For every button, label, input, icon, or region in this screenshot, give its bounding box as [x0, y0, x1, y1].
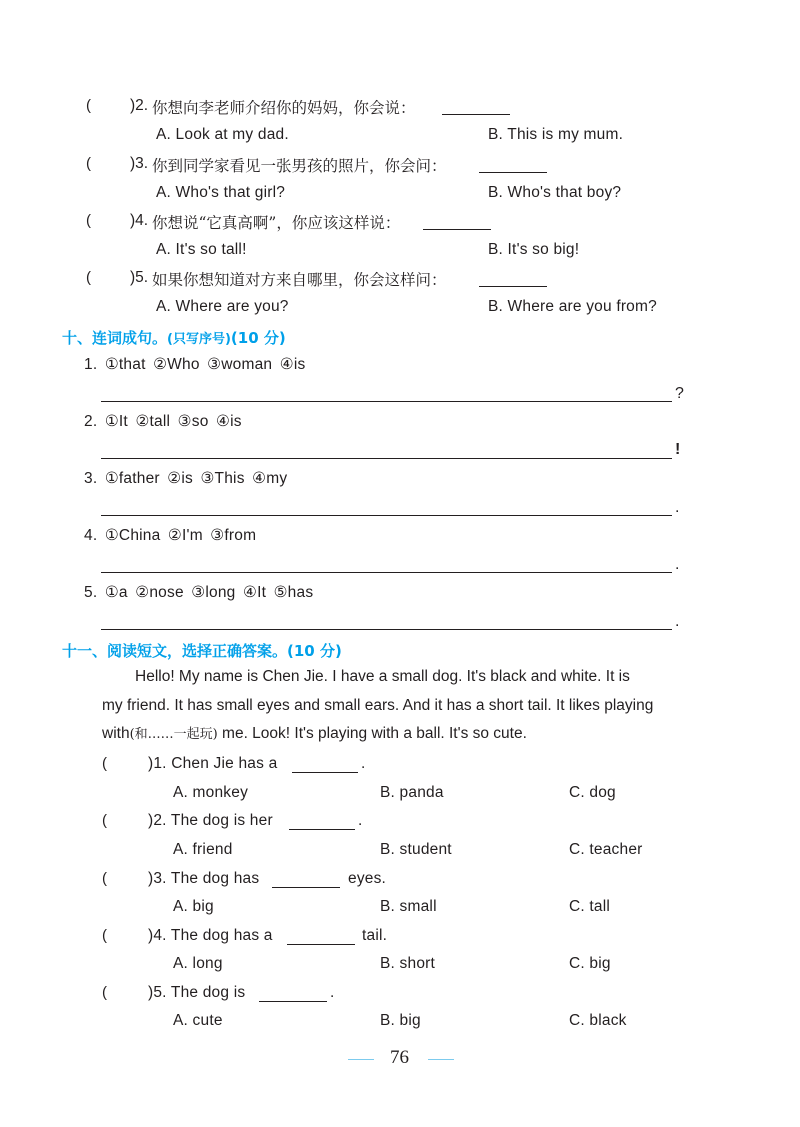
page-number-rule-left [348, 1059, 374, 1060]
end-punctuation: ! [675, 441, 681, 458]
answer-paren[interactable]: ( [86, 155, 91, 172]
answer-paren[interactable]: ( [102, 984, 107, 1001]
question-prompt: 你到同学家看见一张男孩的照片，你会问： [152, 157, 447, 175]
option-b: B. Where are you from? [488, 298, 657, 315]
option-a: A. Who's that girl? [156, 184, 286, 201]
question-number: )4. [130, 212, 149, 229]
option-b: B. Who's that boy? [488, 184, 622, 201]
option-a: A. cute [173, 1012, 223, 1029]
answer-line[interactable] [101, 458, 672, 459]
option-c: C. teacher [569, 841, 643, 858]
section-score: (10 分) [230, 329, 286, 347]
question-prompt: 如果你想知道对方来自哪里，你会这样问： [152, 271, 447, 289]
option-c: C. black [569, 1012, 627, 1029]
option-b: B. big [380, 1012, 421, 1029]
passage-text: me. Look! It's playing with a ball. It's so cute. [217, 725, 527, 742]
answer-blank[interactable] [479, 158, 547, 173]
answer-line[interactable] [101, 401, 672, 402]
question-stem-end: . [358, 812, 363, 829]
passage-line-1: Hello! My name is Chen Jie. I have a small dog. It's black and white. It is [135, 668, 630, 685]
question-stem: )5. The dog is [148, 984, 246, 1001]
page-number: 76 [390, 1047, 409, 1068]
section10-heading [62, 327, 286, 348]
question-stem: )4. The dog has a [148, 927, 273, 944]
passage-text: with [102, 725, 130, 742]
answer-blank[interactable] [479, 272, 547, 287]
option-c: C. tall [569, 898, 611, 915]
answer-paren[interactable]: ( [102, 812, 107, 829]
answer-paren[interactable]: ( [102, 927, 107, 944]
answer-paren[interactable]: ( [86, 212, 91, 229]
answer-blank[interactable] [259, 987, 327, 1002]
option-c: C. big [569, 955, 611, 972]
answer-blank[interactable] [292, 758, 358, 773]
answer-blank[interactable] [287, 930, 355, 945]
section-title: 十一、阅读短文，选择正确答案。 [62, 642, 288, 660]
word-list: 2. ①It ②tall ③so ④is [84, 413, 242, 430]
section11-heading [62, 640, 342, 661]
answer-paren[interactable]: ( [86, 97, 91, 114]
option-a: A. Look at my dad. [156, 126, 289, 143]
answer-blank[interactable] [442, 100, 510, 115]
question-stem-end: . [330, 984, 335, 1001]
option-a: A. long [173, 955, 223, 972]
option-a: A. friend [173, 841, 233, 858]
question-stem-end: tail. [362, 927, 388, 944]
question-prompt: 你想向李老师介绍你的妈妈，你会说： [152, 99, 416, 117]
answer-paren[interactable]: ( [102, 755, 107, 772]
end-punctuation: ? [675, 385, 684, 402]
question-prompt: 你想说“它真高啊”，你应该这样说： [152, 214, 401, 232]
option-a: A. monkey [173, 784, 249, 801]
option-a: A. Where are you? [156, 298, 289, 315]
section-title: 十、连词成句。 [62, 329, 168, 347]
word-list: 4. ①China ②I'm ③from [84, 527, 257, 544]
word-list: 3. ①father ②is ③This ④my [84, 470, 288, 487]
question-stem: )1. Chen Jie has a [148, 755, 278, 772]
option-a: A. big [173, 898, 214, 915]
option-c: C. dog [569, 784, 616, 801]
answer-blank[interactable] [289, 815, 355, 830]
section-score: (10 分) [287, 642, 342, 660]
end-punctuation: . [675, 556, 680, 573]
question-stem-end: eyes. [348, 870, 387, 887]
end-punctuation: . [675, 613, 680, 630]
word-list: 1. ①that ②Who ③woman ④is [84, 356, 306, 373]
answer-line[interactable] [101, 572, 672, 573]
option-b: B. short [380, 955, 436, 972]
question-stem: )3. The dog has [148, 870, 260, 887]
answer-paren[interactable]: ( [102, 870, 107, 887]
page-number-rule-right [428, 1059, 454, 1060]
question-number: )3. [130, 155, 149, 172]
question-stem: )2. The dog is her [148, 812, 273, 829]
answer-paren[interactable]: ( [86, 269, 91, 286]
passage-line-2: my friend. It has small eyes and small ears. And it has a short tail. It likes playing [102, 697, 654, 714]
question-number: )2. [130, 97, 149, 114]
passage-line-3 [102, 720, 527, 750]
option-b: B. It's so big! [488, 241, 580, 258]
option-b: B. small [380, 898, 437, 915]
end-punctuation: . [675, 499, 680, 516]
answer-line[interactable] [101, 515, 672, 516]
option-a: A. It's so tall! [156, 241, 247, 258]
answer-line[interactable] [101, 629, 672, 630]
question-number: )5. [130, 269, 149, 286]
section-note: (只写序号) [167, 332, 231, 347]
answer-blank[interactable] [423, 215, 491, 230]
option-b: B. panda [380, 784, 444, 801]
answer-blank[interactable] [272, 873, 340, 888]
option-b: B. student [380, 841, 452, 858]
question-stem-end: . [361, 755, 366, 772]
word-list: 5. ①a ②nose ③long ④It ⑤has [84, 584, 314, 601]
passage-gloss: (和……一起玩) [129, 727, 218, 742]
option-b: B. This is my mum. [488, 126, 624, 143]
